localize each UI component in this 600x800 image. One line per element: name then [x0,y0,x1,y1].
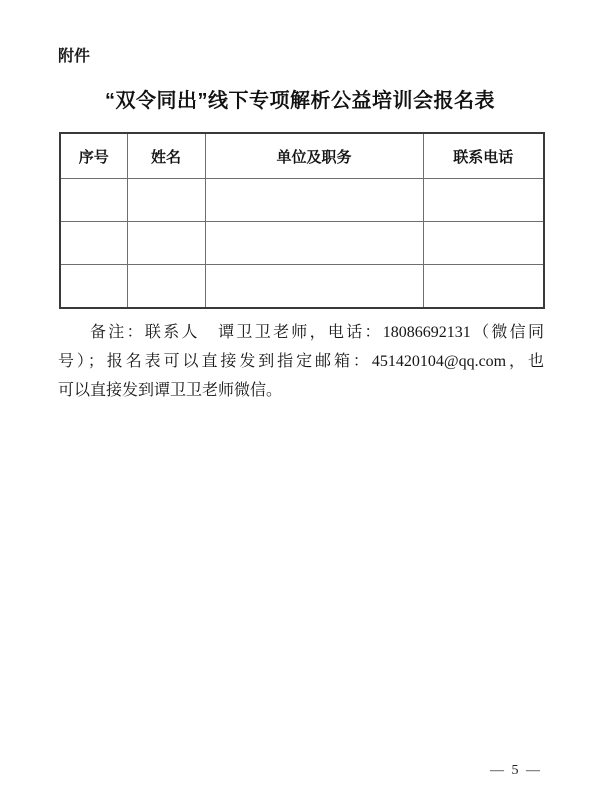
table-cell [205,179,423,222]
notes-paragraph [58,318,544,405]
table-row [60,265,544,309]
table-row [60,222,544,265]
table-cell [423,179,544,222]
registration-table [59,132,545,309]
table-cell [205,222,423,265]
table-body [60,179,544,309]
table-row [60,179,544,222]
table-header [60,133,544,179]
table-cell [127,265,205,309]
page-title: “双令同出”线下专项解析公益培训会报名表 [105,90,495,112]
notes-line: 号）；报名表可以直接发到指定邮箱：451420104@qq.com，也 [58,353,544,370]
page-number: — 5 — [490,763,542,778]
column-header-org: 单位及职务 [205,133,423,179]
notes-line: 可以直接发到谭卫卫老师微信。 [58,382,283,399]
table-cell [60,222,127,265]
table-header-row [60,133,544,179]
notes-line: 备注：联系人 谭卫卫老师，电话：18086692131（微信同 [90,324,544,341]
table-cell [205,265,423,309]
attachment-label: 附件 [58,48,91,65]
table-cell [60,179,127,222]
table-cell [423,222,544,265]
column-header-phone: 联系电话 [423,133,544,179]
table-cell [423,265,544,309]
table-cell [127,222,205,265]
column-header-index: 序号 [60,133,127,179]
table-cell [60,265,127,309]
table-cell [127,179,205,222]
column-header-name: 姓名 [127,133,205,179]
